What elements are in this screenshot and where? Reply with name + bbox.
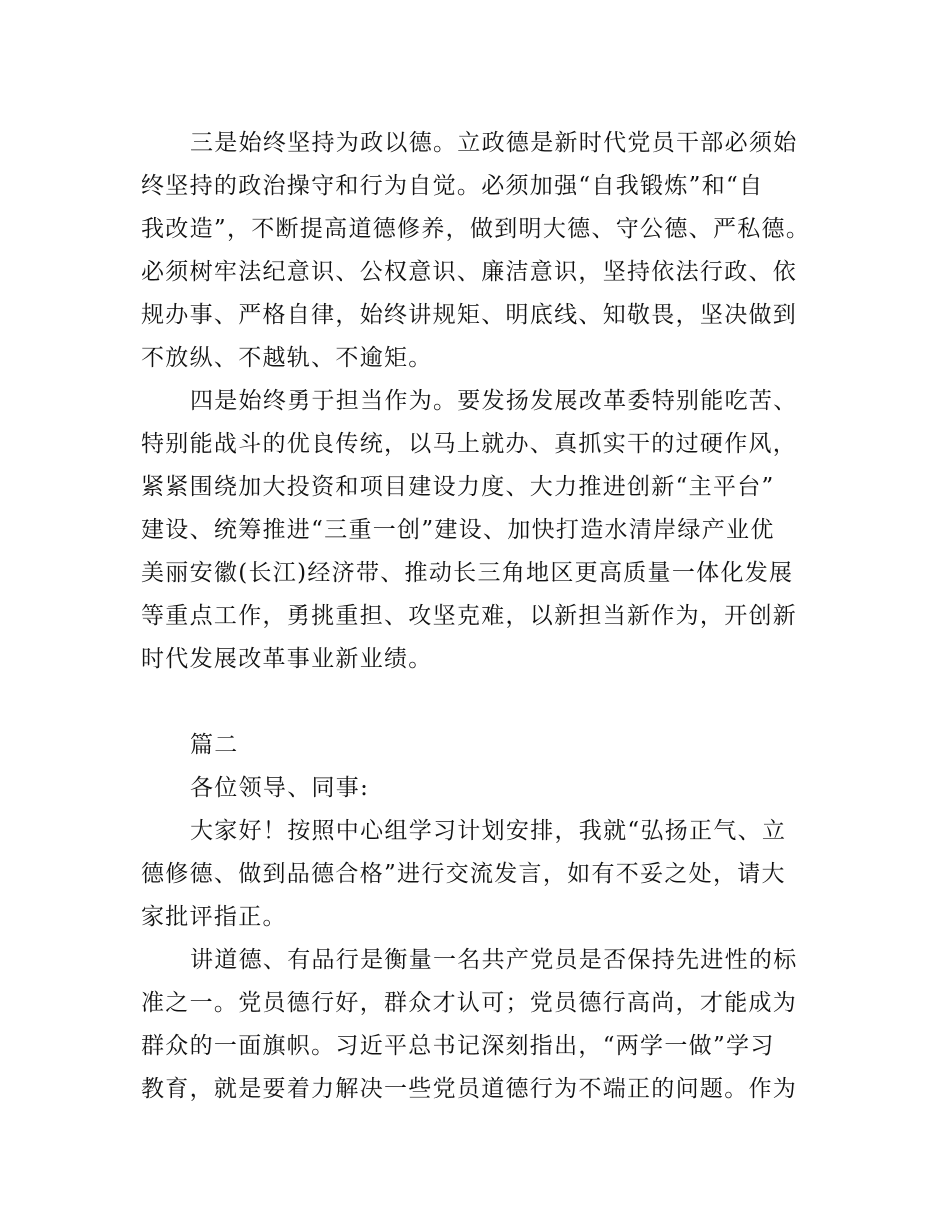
paragraph-line: 家批评指正。 xyxy=(141,904,287,930)
paragraph-line: 群众的一面旗帜。习近平总书记深刻指出，“两学一做”学习 xyxy=(141,1033,775,1059)
paragraph-line: 必须树牢法纪意识、公权意识、廉洁意识，坚持依法行政、依 xyxy=(141,259,798,285)
paragraph-line: 大家好！按照中心组学习计划安排，我就“弘扬正气、立 xyxy=(190,818,787,844)
paragraph-line: 四是始终勇于担当作为。要发扬发展改革委特别能吃苦、 xyxy=(190,388,798,414)
paragraph-line: 紧紧围绕加大投资和项目建设力度、大力推进创新“主平台” xyxy=(141,474,775,500)
section-heading: 篇二 xyxy=(190,732,239,758)
salutation: 各位领导、同事: xyxy=(190,775,370,801)
paragraph-line: 德修德、做到品德合格”进行交流发言，如有不妥之处，请大 xyxy=(141,861,786,887)
paragraph-line: 三是始终坚持为政以德。立政德是新时代党员干部必须始 xyxy=(190,130,798,156)
paragraph-line: 建设、统筹推进“三重一创”建设、加快打造水清岸绿产业优 xyxy=(141,517,775,543)
paragraph-line: 我改造”，不断提高道德修养，做到明大德、守公德、严私德。 xyxy=(141,216,811,242)
paragraph-line: 终坚持的政治操守和行为自觉。必须加强“自我锻炼”和“自 xyxy=(141,173,764,199)
paragraph-line: 教育，就是要着力解决一些党员道德行为不端正的问题。作为 xyxy=(141,1076,798,1102)
paragraph-line: 不放纵、不越轨、不逾矩。 xyxy=(141,345,433,371)
paragraph-line: 特别能战斗的优良传统，以马上就办、真抓实干的过硬作风， xyxy=(141,431,798,457)
paragraph-line: 规办事、严格自律，始终讲规矩、明底线、知敬畏，坚决做到 xyxy=(141,302,798,328)
paragraph-line: 准之一。党员德行好，群众才认可；党员德行高尚，才能成为 xyxy=(141,990,798,1016)
paragraph-line: 美丽安徽(长江)经济带、推动长三角地区更高质量一体化发展 xyxy=(141,560,794,586)
paragraph-line: 时代发展改革事业新业绩。 xyxy=(141,646,433,672)
paragraph-line: 等重点工作，勇挑重担、攻坚克难，以新担当新作为，开创新 xyxy=(141,603,798,629)
paragraph-line: 讲道德、有品行是衡量一名共产党员是否保持先进性的标 xyxy=(190,947,798,973)
